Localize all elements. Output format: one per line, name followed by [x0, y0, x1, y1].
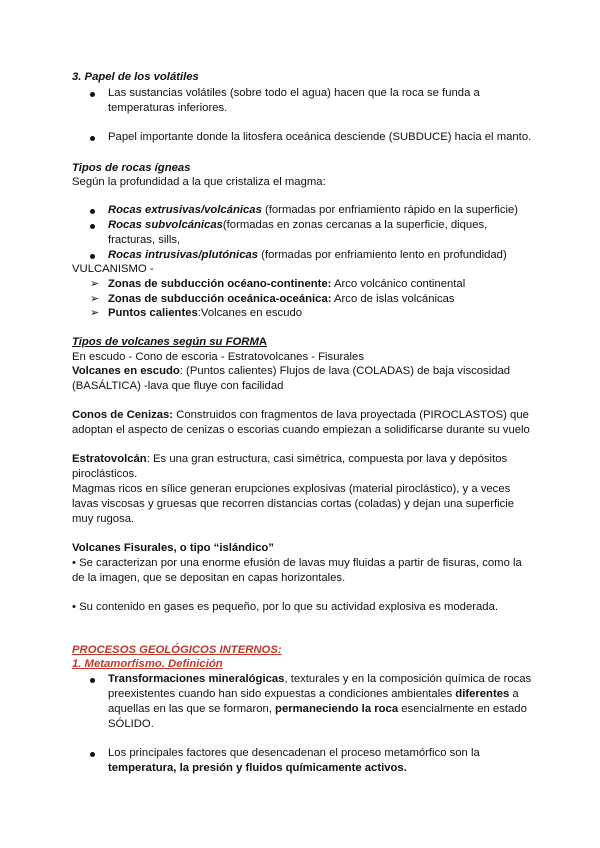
text-run: (formadas por enfriamiento lento en profundidad) [258, 249, 507, 261]
text-line [72, 364, 510, 379]
bold-term: Rocas intrusivas/plutónicas [108, 249, 259, 261]
text-run: : (Puntos calientes) Flujos de lava (COLADAS) de baja viscosidad [179, 365, 511, 377]
text-run: a [509, 688, 519, 700]
text-run: Arco de islas volcánicas [331, 293, 455, 305]
bullet-icon [90, 136, 95, 141]
text-run: :Volcanes en escudo [197, 307, 303, 319]
text-line: Las sustancias volátiles (sobre todo el agua) hacen que la roca se funda a [108, 87, 480, 99]
bold-term: Rocas extrusivas/volcánicas [108, 204, 262, 216]
bullet-icon [90, 678, 95, 683]
heading-run: A [258, 336, 268, 348]
text-line: Papel importante donde la litosfera oceánica desciende (SUBDUCE) hacia el manto. [108, 131, 532, 143]
text-line [108, 702, 527, 717]
bullet-icon [90, 92, 95, 97]
text-run: (formadas en zonas cercanas a la superficie, diques, [222, 219, 488, 231]
list-item [108, 203, 518, 218]
bold-term: Estratovolcán [72, 453, 147, 465]
text-run: , texturales y en la composición química de rocas [284, 673, 532, 685]
fissural-heading: Volcanes Fisurales, o tipo “islándico” [72, 542, 274, 554]
text-line: piroclásticos. [72, 468, 138, 480]
heading-run: Tipos de volcanes según su FORM [72, 336, 259, 348]
text-run: : Es una gran estructura, casi simétrica, compuesta por lava y depósitos [146, 453, 508, 465]
text-line: Los principales factores que desencadenan el proceso metamórfico son la [108, 747, 480, 759]
text-line: (BASÁLTICA) -lava que fluye con facilidad [72, 380, 284, 392]
text-line [108, 687, 519, 702]
bullet-icon [90, 254, 95, 259]
text-line: • Su contenido en gases es pequeño, por lo que su actividad explosiva es moderada. [72, 601, 498, 613]
text-run: preexistentes cuando han sido expuestas a condiciones ambientales [108, 688, 456, 700]
text-line: Magmas ricos en sílice generan erupciones explosivas (material piroclástico), y a veces [72, 483, 511, 495]
text-line: temperatura, la presión y fluidos químicamente activos. [108, 762, 407, 774]
text-run: Arco volcánico continental [331, 278, 466, 290]
volatiles-heading: 3. Papel de los volátiles [72, 71, 199, 83]
list-item [108, 218, 487, 233]
bullet-icon [90, 752, 95, 757]
bullet-icon [90, 224, 95, 229]
text-line: lavas viscosas y gruesas que recorren distancias cortas (coladas) y dejan una superficie [72, 498, 515, 510]
text-line: VULCANISMO - [72, 263, 154, 275]
bold-term: Puntos calientes [108, 307, 198, 319]
text-line: de la imagen, que se depositan en capas horizontales. [72, 572, 346, 584]
arrow-bullet-icon: ➢ [90, 307, 100, 319]
bold-term: permaneciendo la roca [275, 703, 399, 715]
igneous-heading: Tipos de rocas ígneas [72, 162, 191, 174]
list-item [108, 292, 455, 307]
text-run: aquellas en las que se formaron, [108, 703, 276, 715]
bold-term: Rocas subvolcánicas [108, 219, 223, 231]
text-run: (formadas por enfriamiento rápido en la superficie) [261, 204, 519, 216]
text-line: • Se caracterizan por una enorme efusión de lavas muy fluidas a partir de fisuras, como la [72, 557, 522, 569]
text-line: fracturas, sills, [108, 234, 181, 246]
arrow-bullet-icon: ➢ [90, 293, 100, 305]
internal-processes-heading: PROCESOS GEOLÓGICOS INTERNOS: [72, 644, 282, 656]
bold-term: Transformaciones mineralógicas [108, 673, 285, 685]
text-run: Construidos con fragmentos de lava proyectada (PIROCLASTOS) que [173, 409, 529, 421]
list-item [108, 277, 465, 292]
text-line: adoptan el aspecto de cenizas o escorias cuando empiezan a solidificarse durante su vuelo [72, 424, 530, 436]
text-line [72, 408, 529, 423]
list-item [108, 306, 302, 321]
text-line: En escudo - Cono de escoria - Estratovolcanes - Fisurales [72, 351, 364, 363]
volcano-types-heading [72, 335, 267, 350]
arrow-bullet-icon: ➢ [90, 278, 100, 290]
metamorphism-heading: 1. Metamorfismo. Definición [72, 658, 223, 670]
bold-term: Zonas de subducción oceánica-oceánica: [108, 293, 332, 305]
bold-term: diferentes [455, 688, 510, 700]
bullet-icon [90, 209, 95, 214]
text-line [108, 672, 531, 687]
text-line [72, 452, 507, 467]
text-line: temperaturas inferiores. [108, 102, 228, 114]
bold-term: Volcanes en escudo [72, 365, 180, 377]
list-item [108, 248, 507, 263]
text-line: SÓLIDO. [108, 718, 154, 730]
text-run: esencialmente en estado [398, 703, 527, 715]
text-line: muy rugosa. [72, 513, 135, 525]
bold-term: Conos de Cenizas: [72, 409, 174, 421]
bold-term: Zonas de subducción océano-continente: [108, 278, 332, 290]
text-line: Según la profundidad a la que cristaliza el magma: [72, 176, 326, 188]
